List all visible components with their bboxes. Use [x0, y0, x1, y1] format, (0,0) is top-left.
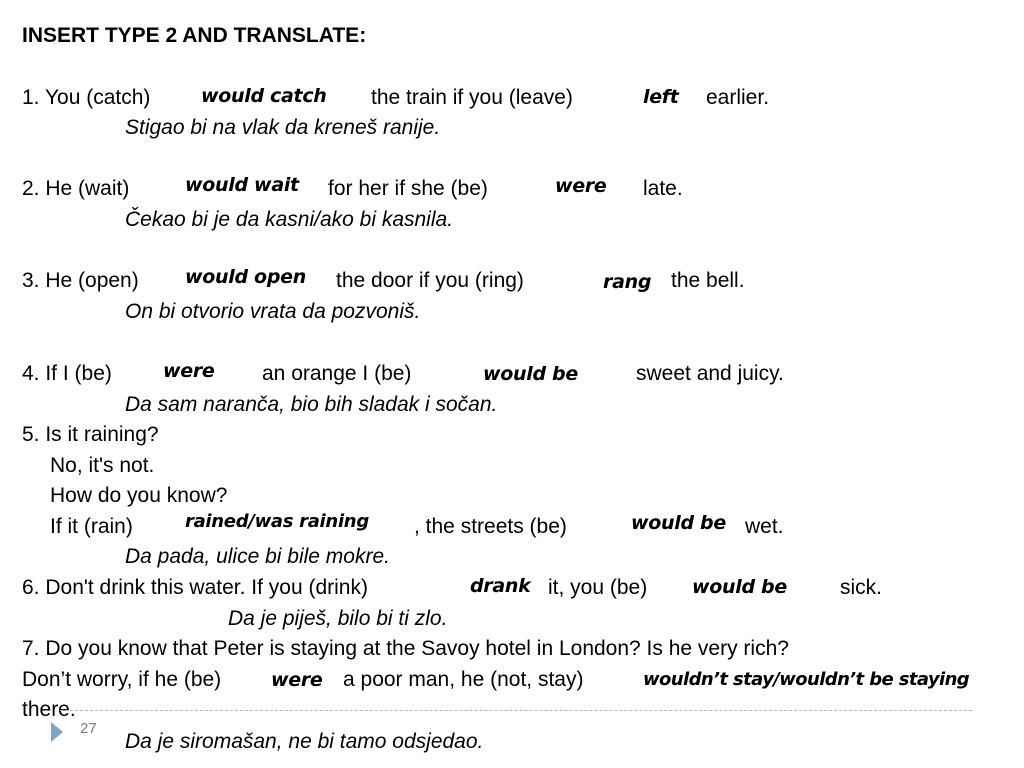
- item-3-answer-2: rang: [603, 271, 652, 293]
- item-6-part-1: 6. Don't drink this water. If you (drink): [22, 576, 368, 599]
- item-3-translation: On bi otvorio vrata da pozvoniš.: [125, 300, 421, 323]
- item-7-part-2: a poor man, he (not, stay): [343, 668, 584, 691]
- item-6-part-3: sick.: [840, 576, 882, 599]
- item-5-answer-1: rained/was raining: [185, 511, 369, 532]
- item-2-part-1: 2. He (wait): [22, 177, 130, 200]
- page-title: INSERT TYPE 2 AND TRANSLATE:: [22, 24, 367, 47]
- item-6-answer-1: drank: [470, 575, 531, 597]
- item-4-answer-1: were: [163, 360, 215, 382]
- item-2-answer-2: were: [555, 175, 607, 197]
- item-3-answer-1: would open: [185, 266, 306, 288]
- item-7-question: 7. Do you know that Peter is staying at the Savoy hotel in London? Is he very rich?: [22, 637, 789, 660]
- item-3-part-2: the door if you (ring): [336, 269, 524, 292]
- item-3-part-1: 3. He (open): [22, 269, 139, 292]
- item-5-part-3: wet.: [745, 515, 784, 538]
- item-2-part-2: for her if she (be): [328, 177, 488, 200]
- item-6-translation: Da je piješ, bilo bi ti zlo.: [228, 607, 448, 630]
- item-5-followup: How do you know?: [50, 484, 228, 507]
- item-5-reply: No, it's not.: [50, 454, 155, 477]
- item-1-answer-2: left: [643, 86, 679, 108]
- item-4-part-1: 4. If I (be): [22, 362, 112, 385]
- item-4-part-2: an orange I (be): [262, 362, 412, 385]
- footer-divider: [60, 710, 972, 711]
- item-1-part-2: the train if you (leave): [371, 86, 573, 109]
- item-6-answer-2: would be: [692, 576, 787, 598]
- item-7-part-3: there.: [22, 698, 76, 721]
- item-7-part-1: Don’t worry, if he (be): [22, 668, 222, 691]
- item-3-part-3: the bell.: [671, 269, 745, 292]
- slide-marker-triangle-icon: [51, 722, 63, 742]
- item-2-translation: Čekao bi je da kasni/ako bi kasnila.: [125, 208, 454, 231]
- item-1-part-3: earlier.: [706, 86, 770, 109]
- item-4-translation: Da sam naranča, bio bih sladak i sočan.: [125, 393, 498, 416]
- item-1-answer-1: would catch: [201, 85, 327, 107]
- item-6-part-2: it, you (be): [548, 576, 648, 599]
- item-2-part-3: late.: [643, 177, 683, 200]
- item-5-part-2: , the streets (be): [414, 515, 567, 538]
- item-5-question: 5. Is it raining?: [22, 423, 159, 446]
- item-1-translation: Stigao bi na vlak da kreneš ranije.: [125, 116, 441, 139]
- item-4-answer-2: would be: [483, 363, 578, 385]
- page-number: 27: [80, 720, 97, 737]
- item-1-part-1: 1. You (catch): [22, 86, 151, 109]
- item-5-translation: Da pada, ulice bi bile mokre.: [125, 545, 390, 568]
- item-7-translation: Da je siromašan, ne bi tamo odsjedao.: [125, 730, 484, 753]
- item-7-answer-1: were: [271, 669, 323, 691]
- item-5-part-1: If it (rain): [50, 515, 133, 538]
- item-2-answer-1: would wait: [185, 174, 299, 196]
- item-4-part-3: sweet and juicy.: [636, 362, 784, 385]
- item-7-answer-2: wouldn’t stay/wouldn’t be staying: [643, 669, 970, 690]
- item-5-answer-2: would be: [631, 512, 726, 534]
